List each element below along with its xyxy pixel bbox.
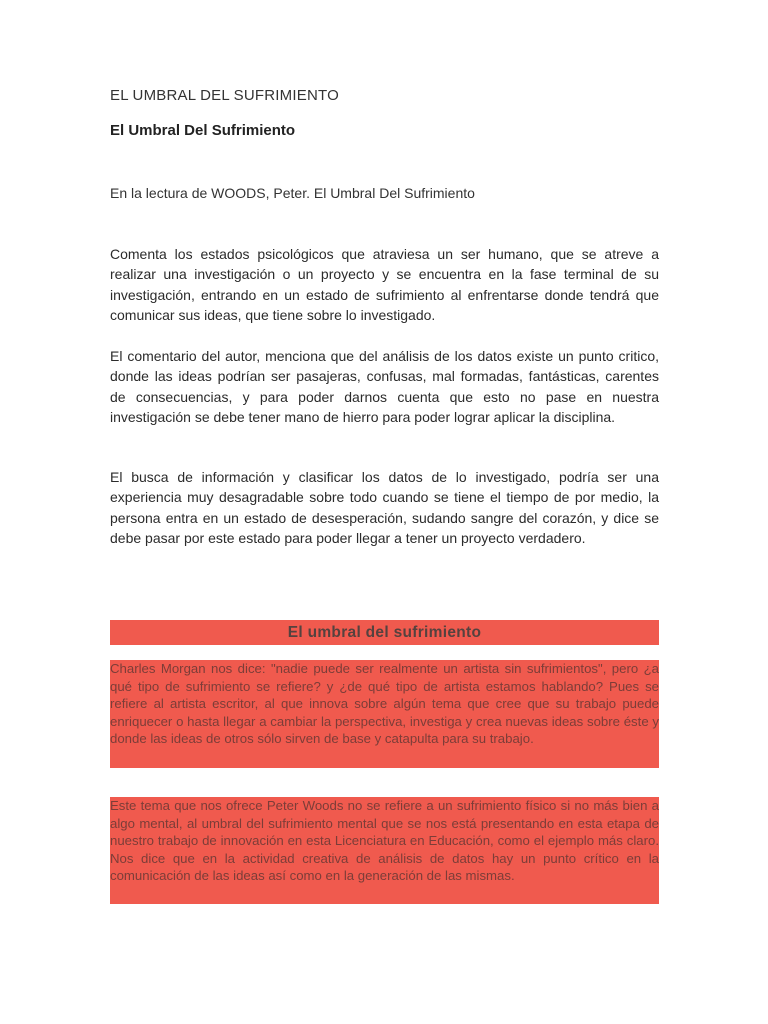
body-paragraph: Comenta los estados psicológicos que atraviesa un ser humano, que se atreve a realizar una investigación o un proyecto y se encuentra en la fase terminal de su investigación, entrando en un estado de sufrimiento al enfrentarse donde tendrá que comunicar sus ideas, que tiene sobre lo investigado. <box>110 246 659 323</box>
reading-reference: En la lectura de WOODS, Peter. El Umbral Del Sufrimiento <box>110 185 475 201</box>
highlight-paragraph: Charles Morgan nos dice: "nadie puede ser realmente un artista sin sufrimientos", pero ¿a qué tipo de sufrimiento se refiere? y ¿de qué tipo de artista estamos hablando? Pues se refiere al artista escritor, al que innova sobre algún tema que cree que su trabajo puede enriquecer o hasta llegar a cambiar la perspectiva, investiga y crea nuevas ideas sobre éste y donde las ideas de otros sólo sirven de base y catapulta para su trabajo. <box>110 660 659 768</box>
highlight-paragraph: Este tema que nos ofrece Peter Woods no se refiere a un sufrimiento físico si no más bien a algo mental, al umbral del sufrimiento mental que se nos está presentando en esta etapa de nuestro trabajo de innovación en esta Licenciatura en Educación, como el ejemplo más claro. Nos dice que en la actividad creativa de análisis de datos hay un punto crítico en la comunicación de las ideas así como en la generación de las mismas. <box>110 797 659 904</box>
section-banner: El umbral del sufrimiento <box>110 620 659 645</box>
document-title: EL UMBRAL DEL SUFRIMIENTO <box>110 87 339 104</box>
body-paragraph: El busca de información y clasificar los datos de lo investigado, podría ser una experiencia muy desagradable sobre todo cuando se tiene el tiempo de por medio, la persona entra en un estado de desesperación, sudando sangre del corazón, y dice se debe pasar por este estado para poder llegar a tener un proyecto verdadero. <box>110 469 659 546</box>
body-paragraph: El comentario del autor, menciona que del análisis de los datos existe un punto critico, donde las ideas podrían ser pasajeras, confusas, mal formadas, fantásticas, carentes de consecuencias, y para poder darnos cuenta que esto no pase en nuestra investigación se debe tener mano de hierro para poder lograr aplicar la disciplina. <box>110 348 659 425</box>
document-heading: El Umbral Del Sufrimiento <box>110 122 296 139</box>
